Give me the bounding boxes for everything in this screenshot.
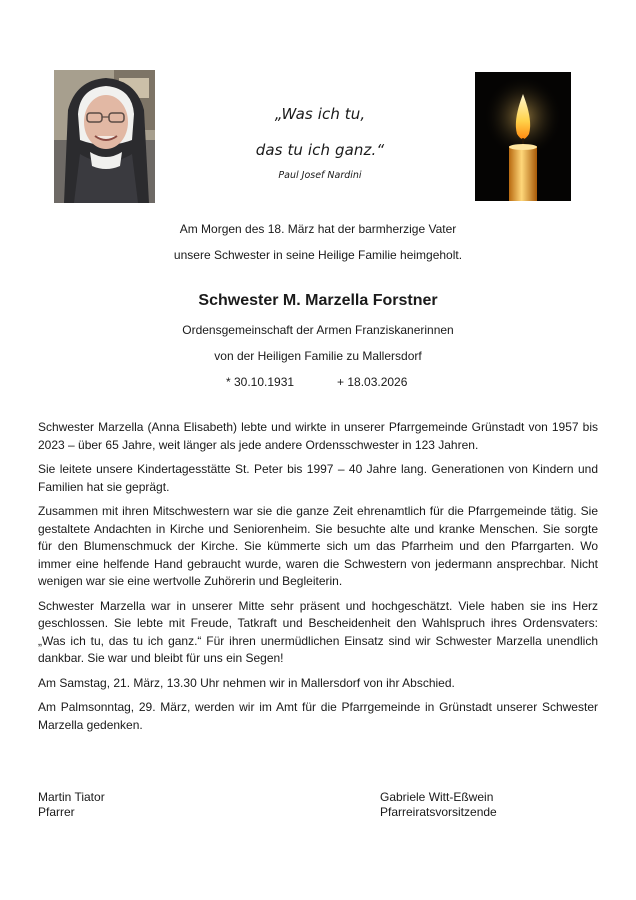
paragraph: Am Samstag, 21. März, 13.30 Uhr nehmen wir in Mallersdorf von ihr Abschied. [38,675,455,690]
order-line: von der Heiligen Familie zu Mallersdorf [214,349,422,363]
death-date: + 18.03.2026 [337,375,408,389]
birth-date: * 30.10.1931 [226,375,295,389]
obituary-text [38,419,598,741]
paragraph: Zusammen mit ihren Mitschwestern war sie die ganze Zeit ehrenamtlich für die Pfarrgemeinde tätig. Sie gestaltete Andachten in Kirche und Seniorenheim. Sie besuchte alte und kranke Menschen. Sie sorgte für den Blumenschmuck der Kirche. Sie kümmerte sich um das Pfarrheim und den Pfarrgarten. Wo immer eine helfende Hand gebraucht wurde, waren die Schwestern von jedermann ansprechbar. Nicht wenigen war sie eine wertvolle Zuhörerin und Begleiterin. [38,504,598,588]
order-line: Ordensgemeinschaft der Armen Franziskanerinnen [182,323,454,337]
signatory-role: Pfarreiratsvorsitzende [380,805,497,819]
deceased-name: Schwester M. Marzella Forstner [198,292,438,309]
paragraph: Schwester Marzella war in unserer Mitte sehr präsent und hochgeschätzt. Viele haben sie ins Herz geschlossen. Sie lebte mit Freude, Tatkraft und Bescheidenheit den Wahlspruch ihres Ordensvaters: „Was ich tu, das tu ich ganz.“ Für ihren unermüdlichen Einsatz sind wir Schwester Marzella unendlich dankbar. Sie war und bleibt für uns ein Segen! [38,598,598,665]
candle-photo [475,72,571,201]
portrait-photo [54,70,155,203]
intro-line: unsere Schwester in seine Heilige Familie heimgeholt. [173,248,463,262]
signatory-name: Gabriele Witt-Eßwein [380,790,494,804]
paragraph: Schwester Marzella (Anna Elisabeth) lebte und wirkte in unserer Pfarrgemeinde Grünstadt von 1957 bis 2023 – über 65 Jahre, weit länger als jede andere Ordensschwester in 123 Jahren. [38,420,598,452]
signature-right [380,790,497,820]
quote-author: Paul Josef Nardini [278,170,362,181]
paragraph: Sie leitete unsere Kindertagesstätte St. Peter bis 1997 – 40 Jahre lang. Generationen von Kindern und Familien hat sie geprägt. [38,462,598,494]
signatory-role: Pfarrer [38,805,75,819]
signature-left [38,790,105,820]
quote-line: das tu ich ganz.“ [255,141,385,159]
quote-line: „Was ich tu, [274,105,366,123]
paragraph: Am Palmsonntag, 29. März, werden wir im Amt für die Pfarrgemeinde in Grünstadt unserer Schwester Marzella gedenken. [38,700,598,732]
quote-block [200,96,440,181]
intro-line: Am Morgen des 18. März hat der barmherzige Vater [179,222,457,236]
signatory-name: Martin Tiator [38,790,105,804]
